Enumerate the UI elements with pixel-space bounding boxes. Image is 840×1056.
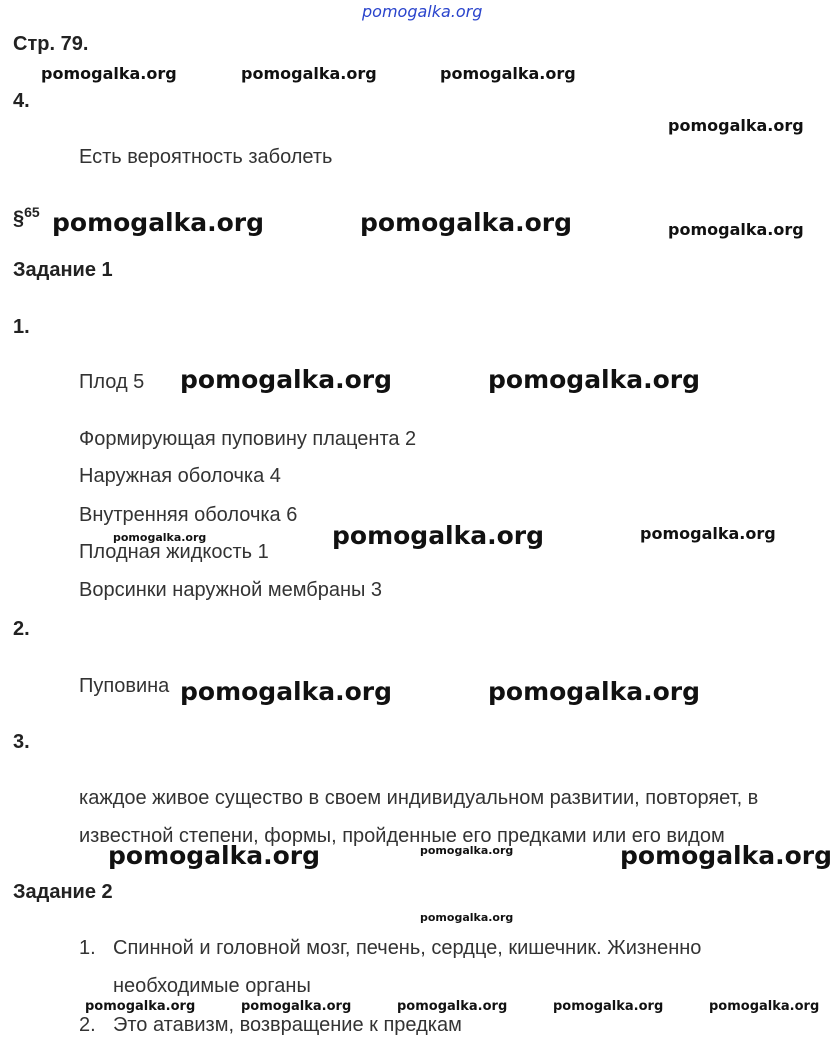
task-1-question-2-label: 2. (13, 618, 30, 640)
task-2-item-text: Это атавизм, возвращение к предкам (113, 1014, 462, 1036)
watermark-text: pomogalka.org (332, 521, 545, 550)
watermark-text: pomogalka.org (108, 841, 321, 870)
watermark-text: pomogalka.org (241, 64, 377, 83)
watermark-text: pomogalka.org (180, 365, 393, 394)
task-1-question-3-label: 3. (13, 731, 30, 753)
task-1-item: Наружная оболочка 4 (79, 465, 281, 487)
task-2-title: Задание 2 (13, 881, 113, 903)
task-1-question-3-line: известной степени, формы, пройденные его предками или его видом (79, 825, 725, 847)
watermark-text: pomogalka.org (52, 208, 265, 237)
task-1-item: Формирующая пуповину плацента 2 (79, 428, 417, 450)
question-4-label: 4. (13, 90, 30, 112)
section-heading (13, 204, 40, 231)
question-4-answer: Есть вероятность заболеть (79, 146, 333, 168)
task-1-item: Внутренняя оболочка 6 (79, 504, 298, 526)
task-2-item-text: Спинной и головной мозг, печень, сердце, кишечник. Жизненно (113, 937, 702, 959)
section-number: 65 (24, 204, 40, 220)
watermark-text: pomogalka.org (620, 841, 833, 870)
watermark-text: pomogalka.org (640, 524, 776, 543)
task-2-item-continuation: необходимые органы (113, 975, 311, 997)
watermark-text: pomogalka.org (440, 64, 576, 83)
page-reference: Стр. 79. (13, 33, 89, 55)
watermark-text: pomogalka.org (553, 999, 664, 1014)
watermark-text: pomogalka.org (180, 677, 393, 706)
task-2-item (79, 937, 701, 960)
watermark-text: pomogalka.org (668, 220, 804, 239)
task-1-item: Ворсинки наружной мембраны 3 (79, 579, 383, 601)
task-1-title: Задание 1 (13, 259, 113, 281)
watermark-text: pomogalka.org (668, 116, 804, 135)
task-2-item-number: 1. (79, 937, 96, 959)
task-1-question-2-answer: Пуповина (79, 675, 170, 697)
watermark-text: pomogalka.org (241, 999, 352, 1014)
watermark-text: pomogalka.org (420, 911, 514, 924)
watermark-text: pomogalka.org (113, 531, 207, 544)
task-2-item-number: 2. (79, 1014, 96, 1036)
task-1-item: Плодная жидкость 1 (79, 541, 269, 563)
watermark-text: pomogalka.org (41, 64, 177, 83)
watermark-text: pomogalka.org (85, 999, 196, 1014)
task-1-question-1-label: 1. (13, 316, 30, 338)
watermark-text: pomogalka.org (360, 208, 573, 237)
task-1-item: Плод 5 (79, 371, 145, 393)
watermark-text: pomogalka.org (397, 999, 508, 1014)
watermark-text: pomogalka.org (420, 844, 514, 857)
section-symbol: § (13, 207, 25, 230)
watermark-text: pomogalka.org (488, 677, 701, 706)
task-1-question-3-line: каждое живое существо в своем индивидуальном развитии, повторяет, в (79, 787, 759, 809)
watermark-text: pomogalka.org (362, 2, 483, 21)
watermark-text: pomogalka.org (488, 365, 701, 394)
task-2-item (79, 1014, 462, 1037)
watermark-text: pomogalka.org (709, 999, 820, 1014)
